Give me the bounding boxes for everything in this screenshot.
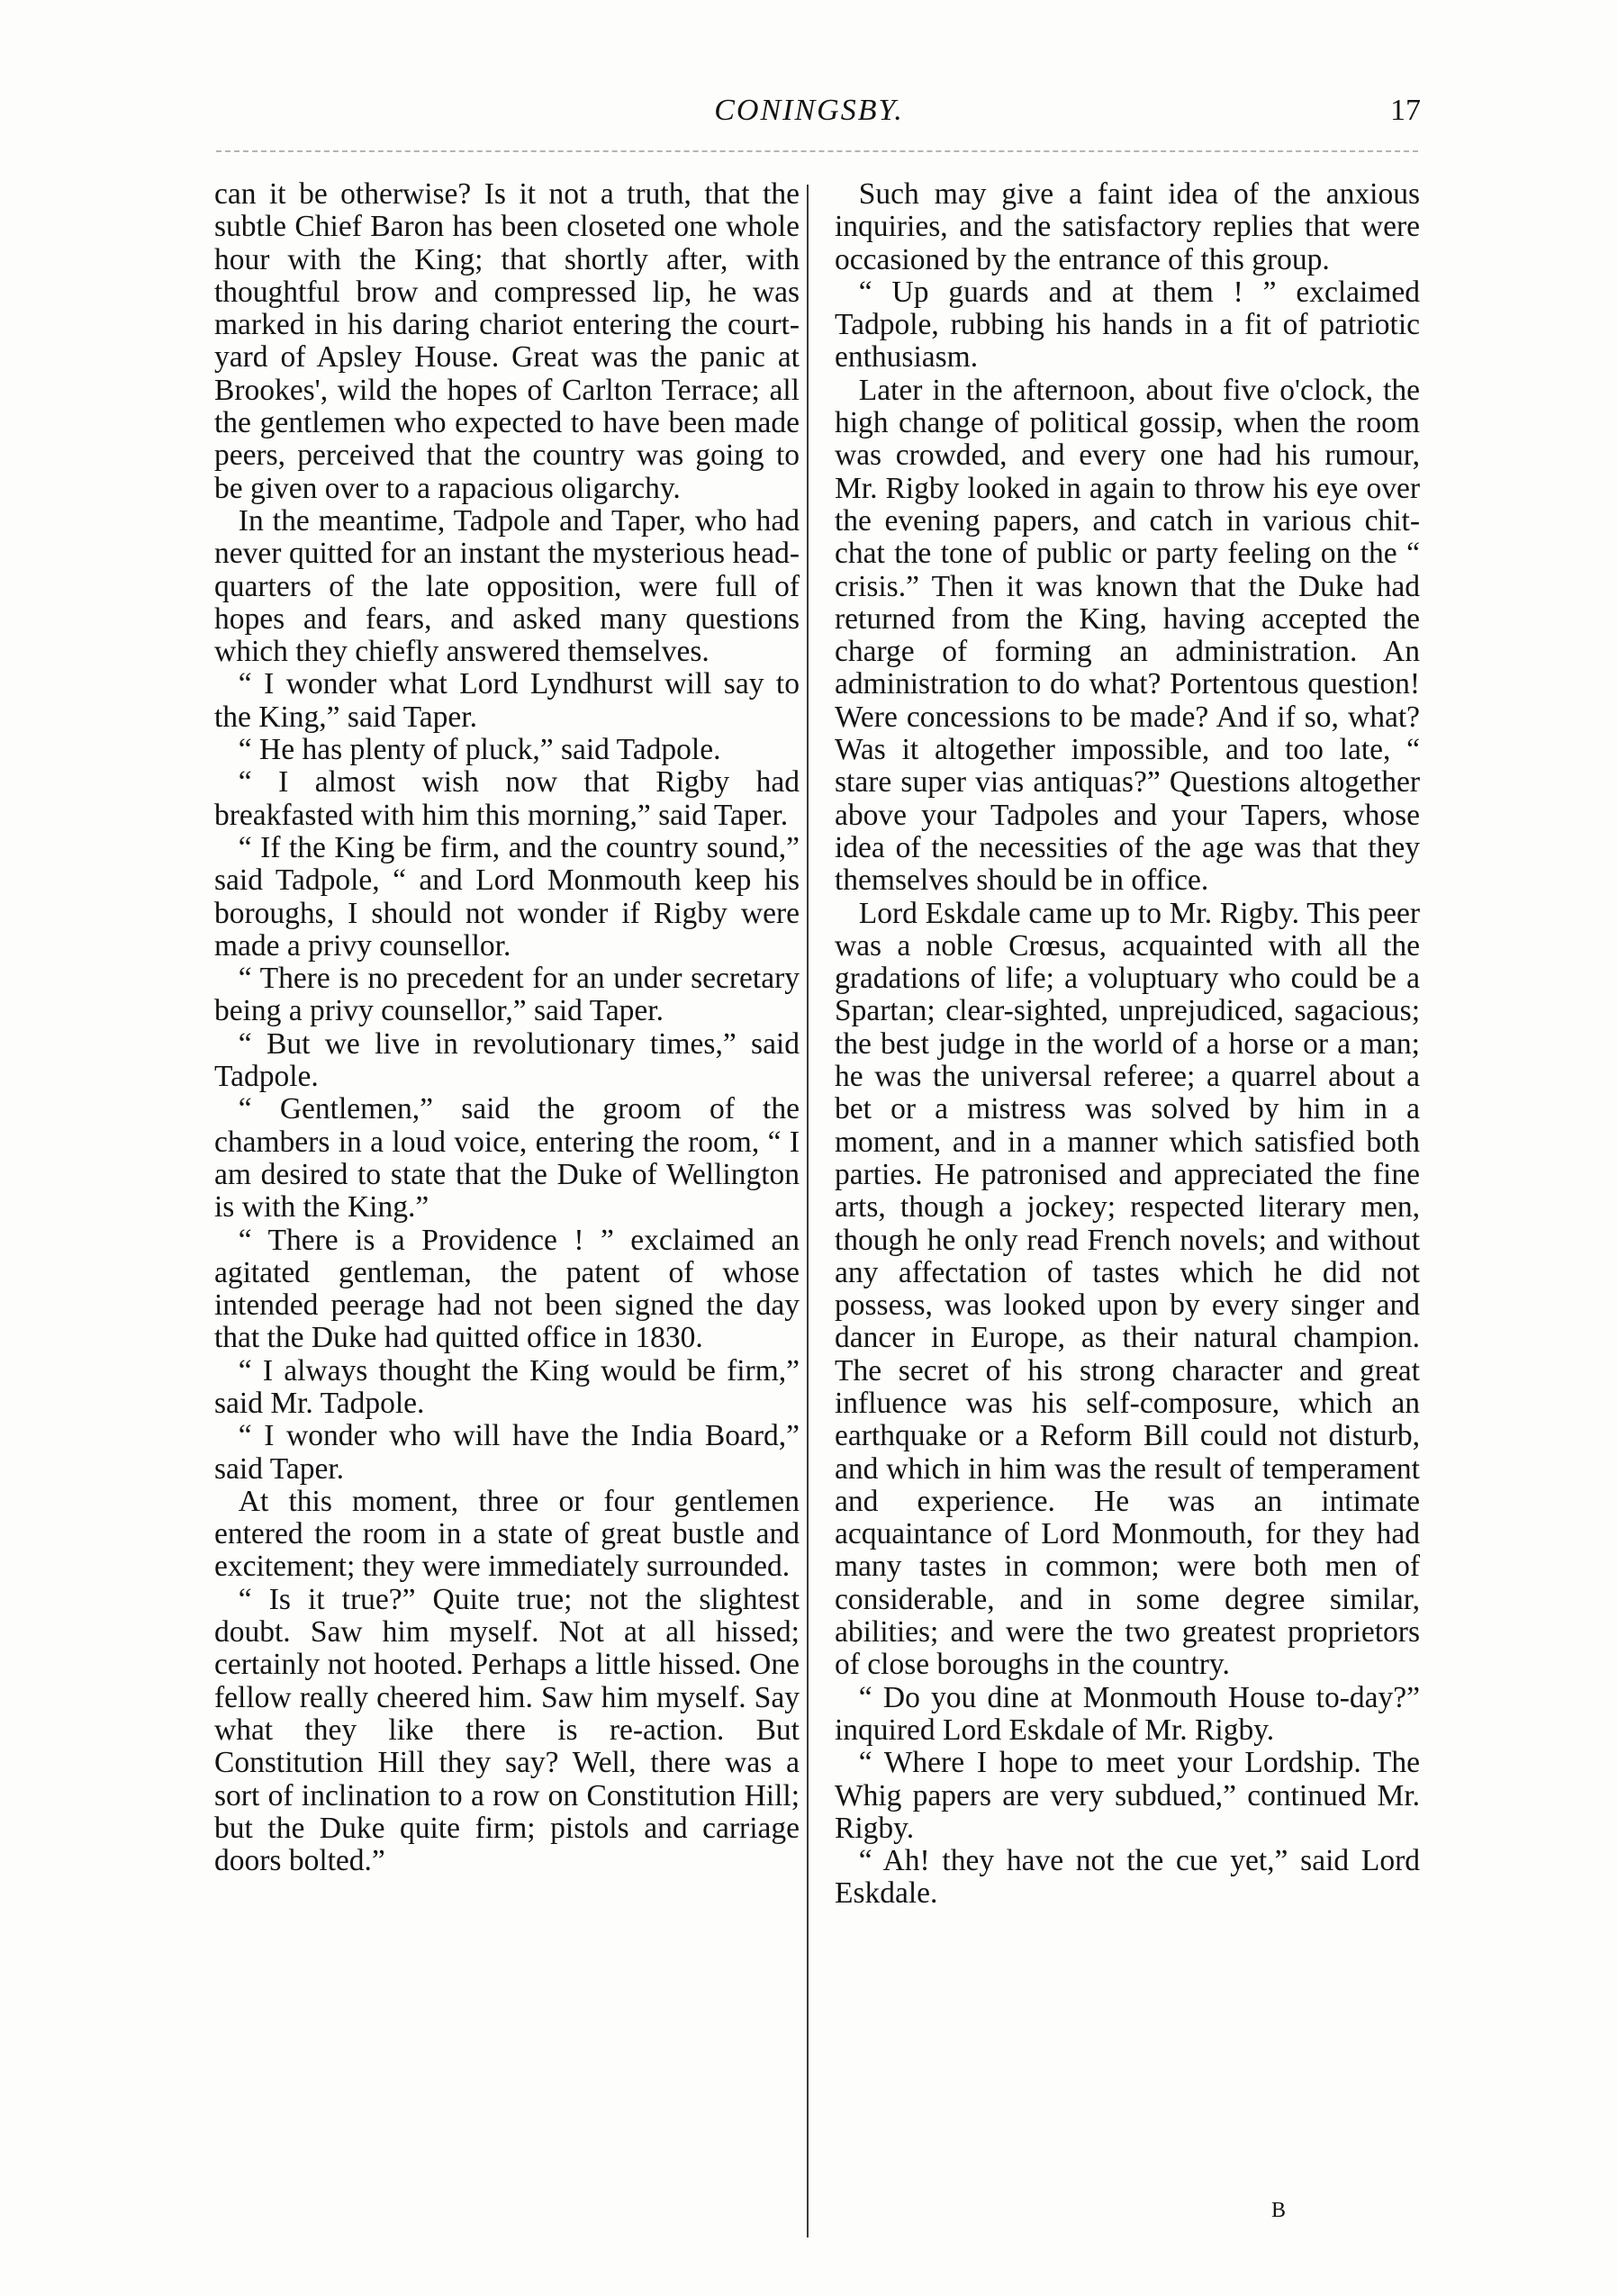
- paragraph: “ He has plenty of pluck,” said Tadpole.: [238, 733, 721, 767]
- paragraph: “ There is a Providence ! ” exclaimed an agitated gentleman, the patent of whose intended peerage had not been signed the day that the Duke had quitted office in 1830.: [214, 1223, 800, 1355]
- paragraph: “ I almost wish now that Rigby had breakfasted with him this morning,” said Taper.: [214, 765, 800, 832]
- column-divider: [807, 185, 809, 2237]
- paragraph: “ If the King be firm, and the country sound,” said Tadpole, “ and Lord Monmouth keep his boroughs, I should not wonder if Rigby were made a privy counsellor.: [214, 830, 800, 963]
- page-number: 17: [1390, 94, 1421, 127]
- paragraph: “ I wonder what Lord Lyndhurst will say to the King,” said Taper.: [214, 667, 800, 734]
- paragraph: “ Where I hope to meet your Lordship. The Whig papers are very subdued,” continued Mr. Rigby.: [835, 1746, 1420, 1845]
- paragraph: “ I always thought the King would be firm,” said Mr. Tadpole.: [214, 1353, 800, 1420]
- paragraph: At this moment, three or four gentlemen entered the room in a state of great bustle and excitement; they were immediately surrounded.: [214, 1484, 800, 1584]
- paragraph: “ Gentlemen,” said the groom of the chambers in a loud voice, entering the room, “ I am desired to state that the Duke of Wellington is with the King.”: [214, 1092, 800, 1225]
- header-rule: [216, 150, 1418, 152]
- paragraph: can it be otherwise? Is it not a truth, that the subtle Chief Baron has been closeted one whole hour with the King; that shortly after, with thoughtful brow and compressed lip, he was marked in his daring chariot entering the court-yard of Apsley House. Great was the panic at Brookes', wild the hopes of Carlton Terrace; all the gentlemen who expected to have been made peers, perceived that the country was going to be given over to a rapacious oligarchy.: [214, 177, 800, 505]
- left-column: [214, 178, 800, 1877]
- paragraph: In the meantime, Tadpole and Taper, who had never quitted for an instant the mysterious head-quarters of the late opposition, were full of hopes and fears, and asked many questions which they chiefly answered themselves.: [214, 503, 800, 669]
- running-title: CONINGSBY.: [714, 94, 904, 127]
- paragraph: “ Ah! they have not the cue yet,” said Lord Eskdale.: [835, 1844, 1420, 1911]
- paragraph: “ I wonder who will have the India Board,” said Taper.: [214, 1419, 800, 1486]
- paragraph: “ Do you dine at Monmouth House to-day?” inquired Lord Eskdale of Mr. Rigby.: [835, 1680, 1420, 1747]
- paragraph: “ Is it true?” Quite true; not the slightest doubt. Saw him myself. Not at all hissed; certainly not hooted. Perhaps a little hissed. One fellow really cheered him. Saw him myself. Say what they like there is re-action. But Constitution Hill they say? Well, there was a sort of inclination to a row on Constitution Hill; but the Duke quite firm; pistols and carriage doors bolted.”: [214, 1582, 800, 1878]
- paragraph: Lord Eskdale came up to Mr. Rigby. This peer was a noble Crœsus, acquainted with all the gradations of life; a voluptuary who could be a Spartan; clear-sighted, unprejudiced, sagacious; the best judge in the world of a horse or a man; he was the universal referee; a quarrel about a bet or a mistress was solved by him in a moment, and in a manner which satisfied both parties. He patronised and appreciated the fine arts, though a jockey; respected literary men, though he only read French novels; and without any affectation of tastes which he did not possess, was looked upon by every singer and dancer in Europe, as their natural champion. The secret of his strong character and great influence was his self-composure, which an earthquake or a Reform Bill could not disturb, and which in him was the result of temperament and experience. He was an intimate acquaintance of Lord Monmouth, for they had many tastes in common; were both men of considerable, and in some degree similar, abilities; and were the two greatest proprietors of close boroughs in the country.: [835, 896, 1420, 1682]
- paragraph: “ Up guards and at them ! ” exclaimed Tadpole, rubbing his hands in a fit of patriotic enthusiasm.: [835, 275, 1420, 375]
- paragraph: Such may give a faint idea of the anxious inquiries, and the satisfactory replies that were occasioned by the entrance of this group.: [835, 177, 1420, 276]
- right-column: [835, 178, 1420, 1911]
- paragraph: “ But we live in revolutionary times,” said Tadpole.: [214, 1026, 800, 1094]
- paragraph: Later in the afternoon, about five o'clock, the high change of political gossip, when the room was crowded, and every one had his rumour, Mr. Rigby looked in again to throw his eye over the evening papers, and catch in various chit-chat the tone of public or party feeling on the “ crisis.” Then it was known that the Duke had returned from the King, having accepted the charge of forming an administration. An administration to do what? Portentous question! Were concessions to be made? And if so, what? Was it altogether impossible, and too late, “ stare super vias antiquas?” Questions altogether above your Tadpoles and your Tapers, whose idea of the necessities of the age was that they themselves should be in office.: [835, 373, 1420, 898]
- signature-mark: B: [1271, 2199, 1287, 2222]
- paragraph: “ There is no precedent for an under secretary being a privy counsellor,” said Taper.: [214, 962, 800, 1028]
